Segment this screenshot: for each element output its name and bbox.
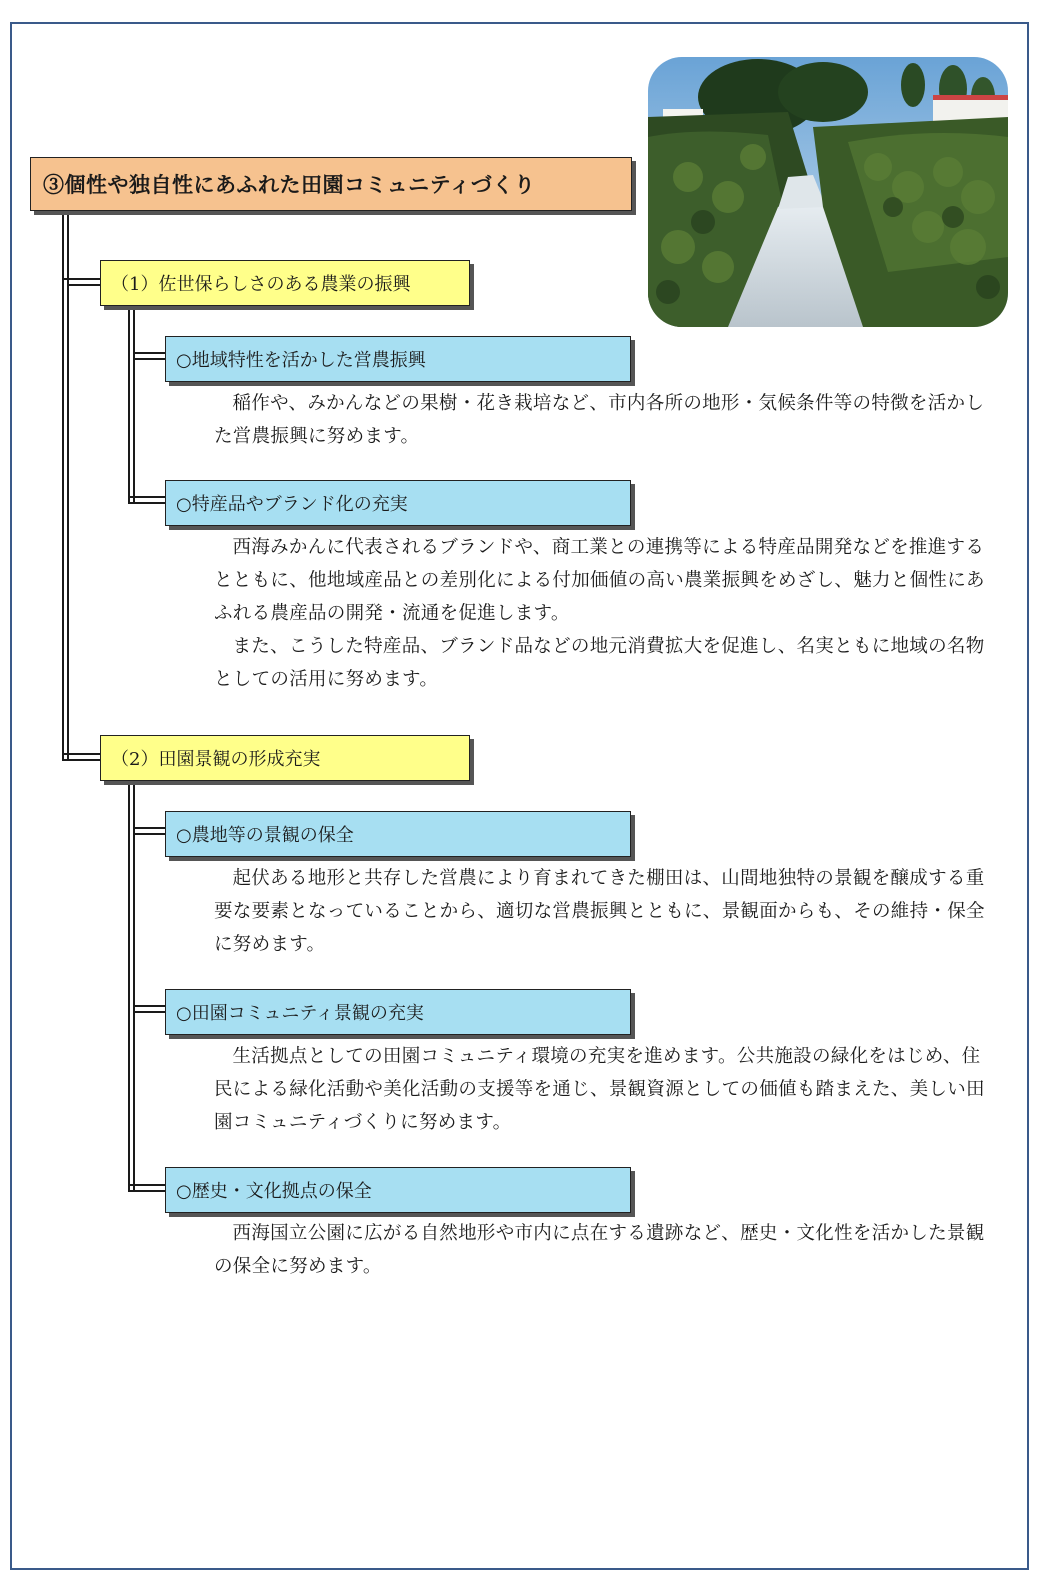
connector-line: [133, 352, 165, 354]
connector-line: [133, 781, 135, 1190]
connector-line: [133, 827, 165, 829]
item-heading-farmland-landscape: ○農地等の景観の保全: [165, 811, 631, 857]
connector-line: [62, 278, 100, 280]
paragraph: また、こうした特産品、ブランド品などの地元消費拡大を促進し、名実ともに地域の名物としての活用に努めます。: [214, 636, 985, 690]
connector-line: [133, 306, 135, 502]
group-heading-landscape: （2）田園景観の形成充実: [100, 735, 470, 781]
item-heading-regional-farming: ○地域特性を活かした営農振興: [165, 336, 631, 382]
item-text-historic-sites: [214, 1217, 992, 1283]
connector-line: [62, 759, 100, 761]
item-text-specialty-brands: [214, 531, 992, 696]
paragraph: 稲作や、みかんなどの果樹・花き栽培など、市内各所の地形・気候条件等の特徴を活かした営農振興に努めます。: [214, 393, 985, 447]
orchard-photo: [648, 57, 1008, 327]
connector-line: [135, 358, 165, 360]
connector-line: [69, 284, 100, 286]
connector-line: [62, 211, 64, 759]
item-heading-community-landscape: ○田園コミュニティ景観の充実: [165, 989, 631, 1035]
connector-line: [128, 1184, 165, 1186]
item-text-community-landscape: [214, 1040, 992, 1139]
paragraph: 生活拠点としての田園コミュニティ環境の充実を進めます。公共施設の緑化をはじめ、住民による緑化活動や美化活動の支援等を通じ、景観資源としての価値も踏まえた、美しい田園コミュニティづくりに努めます。: [214, 1046, 985, 1133]
connector-line: [135, 1011, 165, 1013]
item-text-farmland-landscape: [214, 862, 992, 961]
connector-line: [133, 1005, 165, 1007]
connector-line: [128, 496, 165, 498]
group-heading-agriculture: （1）佐世保らしさのある農業の振興: [100, 260, 470, 306]
connector-line: [62, 753, 100, 755]
paragraph: 西海みかんに代表されるブランドや、商工業との連携等による特産品開発などを推進するとともに、他地域産品との差別化による付加価値の高い農業振興をめざし、魅力と個性にあふれる農産品の開発・流通を促進します。: [214, 537, 985, 624]
item-heading-specialty-brands: ○特産品やブランド化の充実: [165, 480, 631, 526]
connector-line: [128, 1190, 165, 1192]
paragraph: 西海国立公園に広がる自然地形や市内に点在する遺跡など、歴史・文化性を活かした景観の保全に努めます。: [214, 1223, 985, 1277]
paragraph: 起伏ある地形と共存した営農により育まれてきた棚田は、山間地独特の景観を醸成する重要な要素となっていることから、適切な営農振興とともに、景観面からも、その維持・保全に努めます。: [214, 868, 985, 955]
item-heading-historic-sites: ○歴史・文化拠点の保全: [165, 1167, 631, 1213]
connector-line: [67, 211, 69, 759]
connector-line: [128, 306, 130, 502]
connector-line: [135, 833, 165, 835]
connector-line: [128, 781, 130, 1190]
connector-line: [128, 502, 165, 504]
item-text-regional-farming: [214, 387, 992, 453]
section-title: ③個性や独自性にあふれた田園コミュニティづくり: [30, 157, 632, 211]
